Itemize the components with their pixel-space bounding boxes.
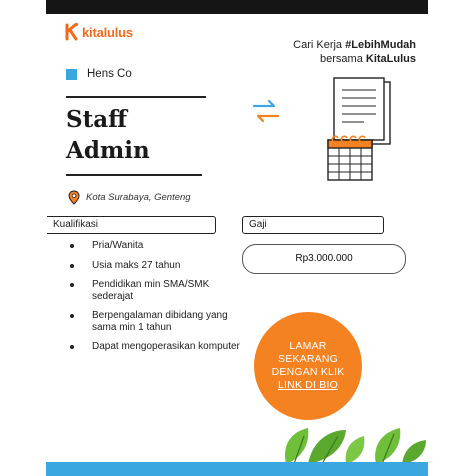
list-item: Dapat mengoperasikan komputer xyxy=(70,341,250,353)
tagline xyxy=(293,38,416,66)
cta-link[interactable]: LINK DI BIO xyxy=(278,379,338,391)
location xyxy=(68,190,191,205)
title-divider xyxy=(66,174,202,176)
bottom-bar xyxy=(46,462,428,476)
job-title xyxy=(66,104,150,166)
location-text: Kota Surabaya, Genteng xyxy=(86,192,191,203)
list-item: Pria/Wanita xyxy=(70,240,250,252)
top-bar xyxy=(46,0,428,14)
list-item: Berpengalaman dibidang yang sama min 1 tahun xyxy=(70,310,250,333)
leaves-decoration xyxy=(46,412,428,464)
company xyxy=(66,68,132,80)
tagline-brand: KitaLulus xyxy=(365,53,416,65)
location-pin-icon xyxy=(68,190,80,205)
cta-line-1: LAMAR xyxy=(289,340,327,352)
tagline-hashtag: #LebihMudah xyxy=(345,39,416,51)
job-title-line-2: Admin xyxy=(66,137,150,164)
list-item: Usia maks 27 tahun xyxy=(70,260,250,272)
qualifications-label: Kualifikasi xyxy=(47,216,216,234)
brand-name: kitalulus xyxy=(82,24,133,40)
cta-line-3: DENGAN KLIK xyxy=(271,366,345,378)
company-name: Hens Co xyxy=(87,68,132,80)
salary-amount: Rp3.000.000 xyxy=(242,244,406,274)
salary-label: Gaji xyxy=(242,216,384,234)
list-item: Pendidikan min SMA/SMK sederajat xyxy=(70,279,250,302)
cta-line-2: SEKARANG xyxy=(278,353,338,365)
qualifications-list xyxy=(70,240,250,353)
calendar-documents-illustration xyxy=(236,76,416,196)
job-title-line-1: Staff xyxy=(66,106,128,133)
brand-logo xyxy=(64,22,133,42)
cta-text xyxy=(272,340,345,392)
company-divider xyxy=(66,96,206,98)
company-square-icon xyxy=(66,69,77,80)
job-poster xyxy=(46,0,428,476)
tagline-text-1: Cari Kerja xyxy=(293,39,346,51)
kitalulus-logo-icon xyxy=(64,22,80,42)
tagline-text-2: bersama xyxy=(320,53,366,65)
apply-cta[interactable] xyxy=(254,312,362,420)
